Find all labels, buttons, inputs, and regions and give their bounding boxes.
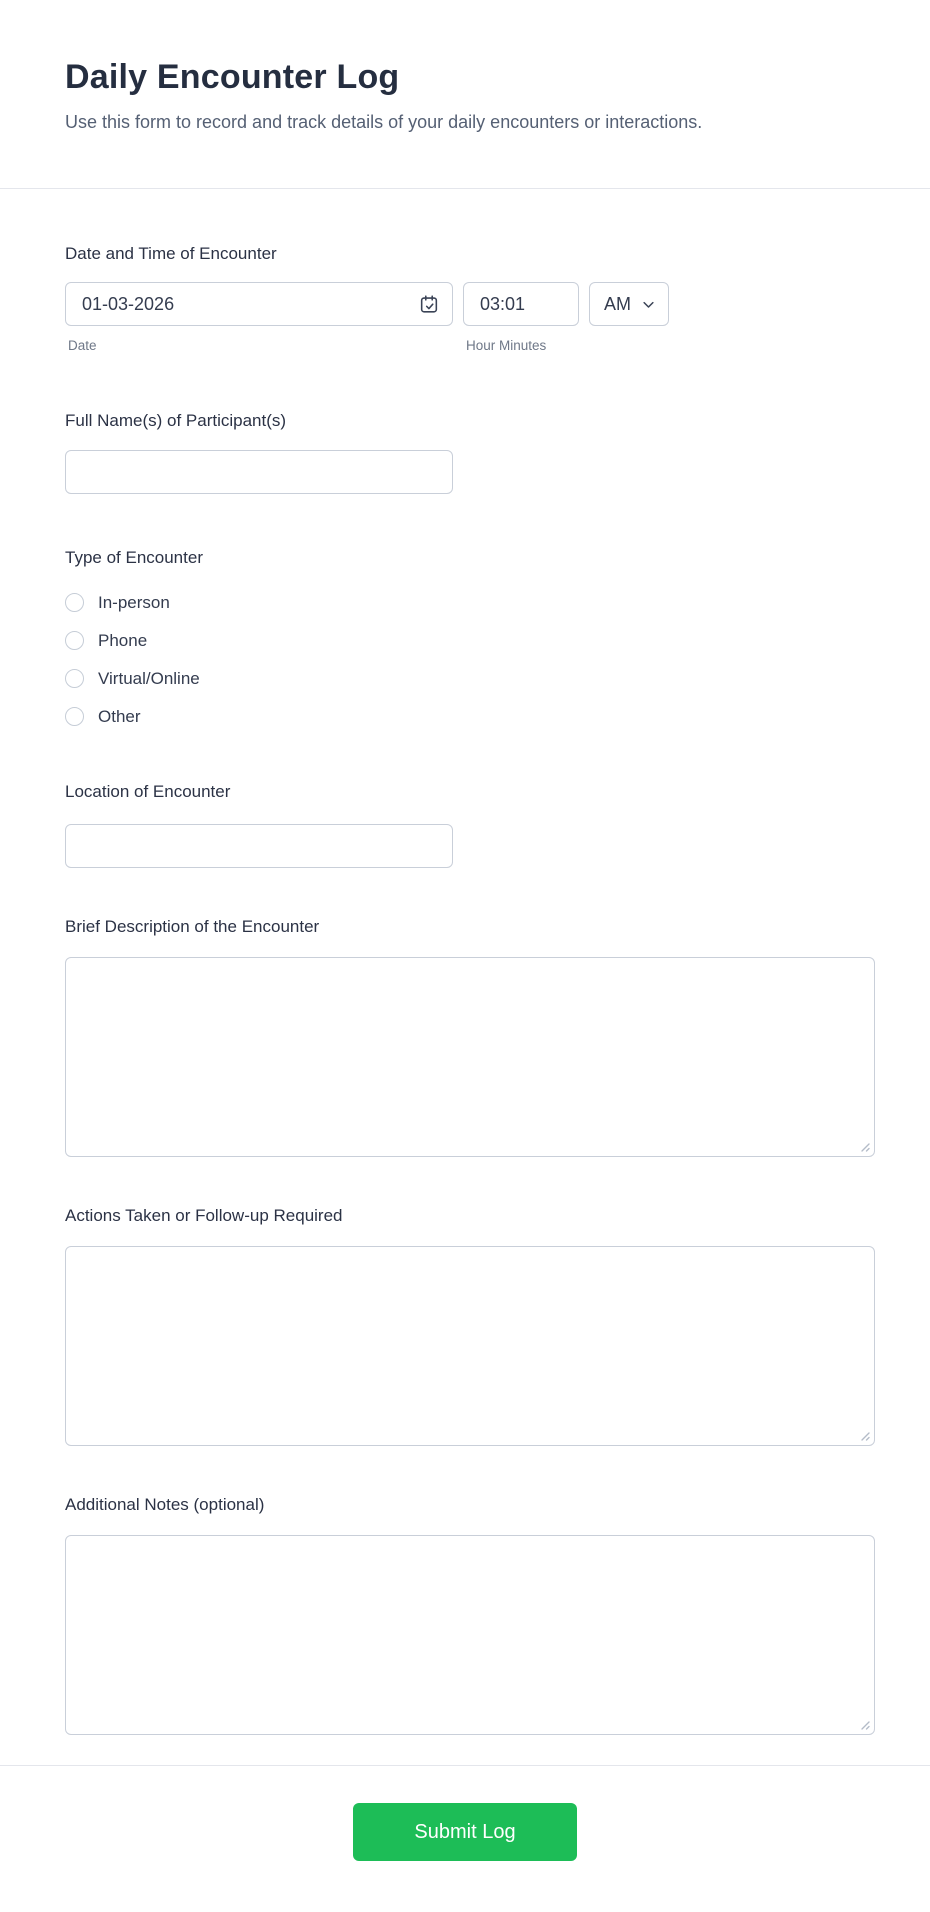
encounter-type-label: Type of Encounter <box>65 548 203 567</box>
radio-option-in-person[interactable] <box>65 593 875 612</box>
radio-option-phone[interactable] <box>65 631 875 650</box>
field-date-and-time <box>65 243 875 354</box>
datetime-input-row <box>65 282 875 326</box>
notes-label: Additional Notes (optional) <box>65 1495 265 1514</box>
submit-section <box>0 1765 930 1912</box>
description-textarea-wrap <box>65 957 875 1157</box>
field-actions <box>65 1205 875 1446</box>
calendar-check-icon[interactable] <box>418 293 440 315</box>
meridiem-select[interactable] <box>589 282 669 326</box>
radio-option-label: Virtual/Online <box>98 668 200 688</box>
form-header <box>0 0 930 134</box>
location-input[interactable] <box>65 824 453 868</box>
actions-textarea-wrap <box>65 1246 875 1446</box>
radio-button-icon[interactable] <box>65 707 84 726</box>
notes-textarea-wrap <box>65 1535 875 1735</box>
submit-button[interactable]: Submit Log <box>353 1803 577 1861</box>
page-title: Daily Encounter Log <box>65 58 400 96</box>
datetime-sublabels <box>65 338 875 354</box>
radio-option-label: In-person <box>98 592 170 612</box>
date-input[interactable] <box>65 282 453 326</box>
radio-button-icon[interactable] <box>65 593 84 612</box>
participants-input[interactable] <box>65 450 453 494</box>
description-label: Brief Description of the Encounter <box>65 917 320 936</box>
field-participants <box>65 410 875 494</box>
resize-grip-icon[interactable] <box>858 1718 872 1732</box>
field-notes <box>65 1494 875 1735</box>
radio-option-label: Other <box>98 706 141 726</box>
form-body <box>0 189 930 1735</box>
field-location <box>65 781 875 868</box>
radio-option-other[interactable] <box>65 707 875 726</box>
encounter-type-options <box>65 593 875 726</box>
chevron-down-icon <box>641 297 656 312</box>
meridiem-value: AM <box>604 293 631 314</box>
field-description <box>65 916 875 1157</box>
date-sublabel: Date <box>68 338 97 353</box>
date-input-wrap <box>65 282 453 326</box>
resize-grip-icon[interactable] <box>858 1429 872 1443</box>
radio-option-label: Phone <box>98 630 148 650</box>
participants-label: Full Name(s) of Participant(s) <box>65 411 287 430</box>
radio-button-icon[interactable] <box>65 631 84 650</box>
location-label: Location of Encounter <box>65 782 231 801</box>
radio-option-virtual-online[interactable] <box>65 669 875 688</box>
hour-minutes-sublabel: Hour Minutes <box>466 338 547 353</box>
actions-label: Actions Taken or Follow-up Required <box>65 1206 343 1225</box>
resize-grip-icon[interactable] <box>858 1140 872 1154</box>
page-subtitle: Use this form to record and track details of your daily encounters or interactions. <box>65 112 703 132</box>
actions-textarea[interactable] <box>65 1246 875 1446</box>
time-input[interactable] <box>463 282 579 326</box>
datetime-label: Date and Time of Encounter <box>65 244 277 263</box>
radio-button-icon[interactable] <box>65 669 84 688</box>
notes-textarea[interactable] <box>65 1535 875 1735</box>
field-encounter-type <box>65 547 875 726</box>
description-textarea[interactable] <box>65 957 875 1157</box>
